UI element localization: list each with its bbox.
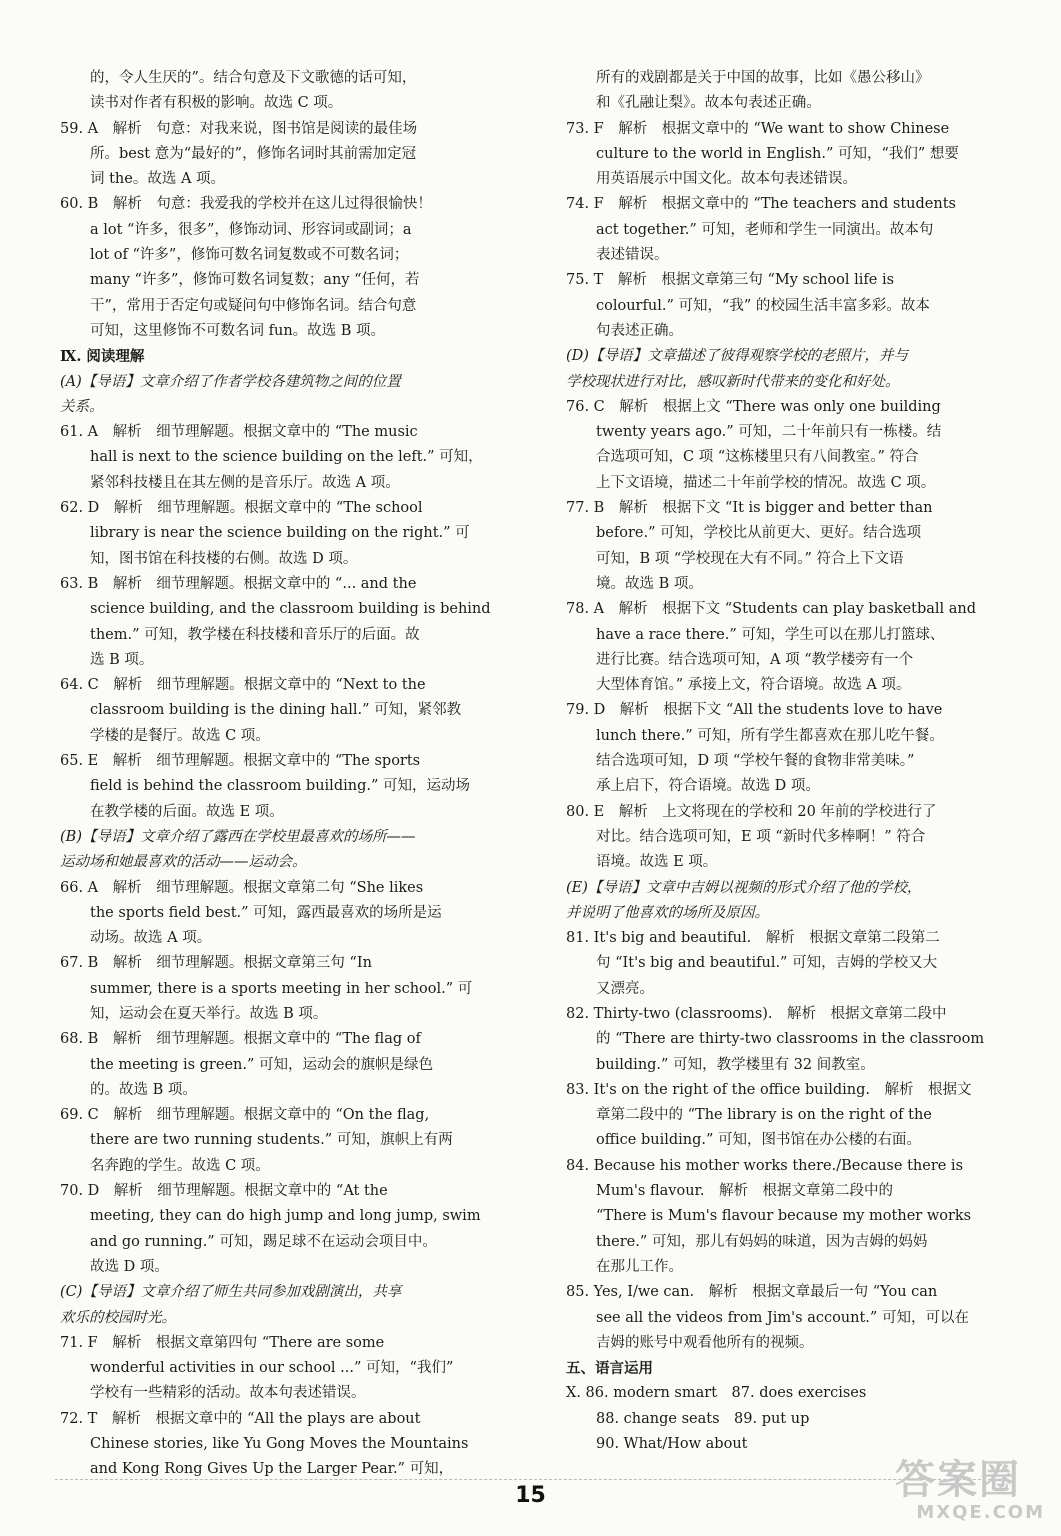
answer-line: 80. E 解析 上文将现在的学校和 20 年前的学校进行了 <box>566 803 937 820</box>
answer-line: see all the videos from Jim's account.” 可知，可以在 <box>596 1309 969 1326</box>
answer-line: 62. D 解析 细节理解题。根据文章中的 “The school <box>60 500 423 517</box>
answer-line: Chinese stories, like Yu Gong Moves the Mountains <box>90 1436 469 1453</box>
section-heading: Ⅸ. 阅读理解 <box>60 348 145 366</box>
answer-line: and Kong Rong Gives Up the Larger Pear.” 可知， <box>90 1461 454 1478</box>
watermark <box>895 1458 1045 1528</box>
answer-line: 81. It's big and beautiful. 解析 根据文章第二段第二 <box>566 930 940 947</box>
answer-line: 65. E 解析 细节理解题。根据文章中的 “The sports <box>60 753 421 770</box>
answer-line: 词 the。故选 A 项。 <box>90 171 226 188</box>
guide-line: (C)【导语】文章介绍了师生共同参加戏剧演出，共享 <box>60 1284 402 1301</box>
answer-line: before.” 可知，学校比从前更大、更好。结合选项 <box>596 525 922 542</box>
answer-line: 所。best 意为“最好的”，修饰名词时其前需加定冠 <box>90 145 417 162</box>
answer-line: classroom building is the dining hall.” 可知，紧邻教 <box>90 702 462 719</box>
answer-line: 的 “There are thirty-two classrooms in the classroom <box>596 1031 985 1048</box>
guide-line: (A)【导语】文章介绍了作者学校各建筑物之间的位置 <box>60 373 401 390</box>
answer-line: Ⅹ. 86. modern smart 87. does exercises <box>566 1385 867 1402</box>
answer-line: 63. B 解析 细节理解题。根据文章中的 “... and the <box>60 575 417 592</box>
answer-line: colourful.” 可知，“我” 的校园生活丰富多彩。故本 <box>596 297 930 314</box>
answer-line: 59. A 解析 句意：对我来说，图书馆是阅读的最佳场 <box>60 120 418 137</box>
answer-line: 动场。故选 A 项。 <box>90 930 212 947</box>
answer-line: 76. C 解析 根据上文 “There was only one building <box>566 398 941 415</box>
answer-line: 79. D 解析 根据下文 “All the students love to have <box>566 702 943 719</box>
answer-line: 在教学楼的后面。故选 E 项。 <box>90 803 284 820</box>
answer-line: 85. Yes, I/we can. 解析 根据文章最后一句 “You can <box>566 1284 938 1301</box>
right-column <box>566 66 998 1457</box>
guide-line: (E)【导语】文章中吉姆以视频的形式介绍了他的学校， <box>566 879 922 896</box>
answer-line: 70. D 解析 细节理解题。根据文章中的 “At the <box>60 1183 388 1200</box>
guide-line: 关系。 <box>60 398 104 415</box>
answer-line: 75. T 解析 根据文章第三句 “My school life is <box>566 272 895 289</box>
footer-divider <box>55 1479 1006 1481</box>
answer-line: wonderful activities in our school ...” 可知，“我们” <box>90 1360 454 1377</box>
answer-line: 的，令人生厌的”。结合句意及下文歌德的话可知， <box>90 70 417 86</box>
answer-line: 紧邻科技楼且在其左侧的是音乐厅。故选 A 项。 <box>90 474 400 491</box>
answer-line: 88. change seats 89. put up <box>596 1410 810 1427</box>
answer-line: 又漂亮。 <box>596 980 654 997</box>
answer-line: Mum's flavour. 解析 根据文章第二段中的 <box>596 1183 893 1200</box>
guide-line: (D)【导语】文章描述了彼得观察学校的老照片，并与 <box>566 348 908 365</box>
answer-line: 知，图书馆在科技楼的右侧。故选 D 项。 <box>90 550 358 567</box>
answer-line: 78. A 解析 根据下文 “Students can play basketball and <box>566 601 977 618</box>
answer-line: culture to the world in English.” 可知，“我们” 想要 <box>596 145 959 162</box>
answer-line: hall is next to the science building on the left.” 可知， <box>90 449 483 466</box>
answer-line: 故选 D 项。 <box>90 1258 169 1275</box>
guide-line: 欢乐的校园时光。 <box>60 1309 176 1326</box>
answer-line: there.” 可知，那儿有妈妈的味道，因为吉姆的妈妈 <box>596 1233 928 1250</box>
answer-line: 学校有一些精彩的活动。故本句表述错误。 <box>90 1385 366 1402</box>
answer-line: and go running.” 可知，踢足球不在运动会项目中。 <box>90 1233 437 1250</box>
answer-line: 在那儿工作。 <box>596 1258 683 1275</box>
answer-line: 用英语展示中国文化。故本句表述错误。 <box>596 171 857 188</box>
answer-line: building.” 可知，教学楼里有 32 间教室。 <box>596 1056 875 1073</box>
answer-line: 64. C 解析 细节理解题。根据文章中的 “Next to the <box>60 677 426 694</box>
answer-line: science building, and the classroom building is behind <box>90 601 491 618</box>
answer-line: 境。故选 B 项。 <box>596 575 703 592</box>
answer-line: 所有的戏剧都是关于中国的故事，比如《愚公移山》 <box>596 70 930 86</box>
answer-line: 68. B 解析 细节理解题。根据文章中的 “The flag of <box>60 1031 421 1048</box>
answer-line: 72. T 解析 根据文章中的 “All the plays are about <box>60 1410 421 1427</box>
watermark-logo: 答案圈 <box>895 1457 1021 1503</box>
answer-line: 名奔跑的学生。故选 C 项。 <box>90 1157 270 1174</box>
answer-line: 学楼的是餐厅。故选 C 项。 <box>90 727 270 744</box>
answer-line: 大型体育馆。” 承接上文，符合语境。故选 A 项。 <box>596 677 911 694</box>
section-heading: 五、语言运用 <box>566 1360 653 1378</box>
guide-line: (B)【导语】文章介绍了露西在学校里最喜欢的场所—— <box>60 828 416 845</box>
answer-line: 71. F 解析 根据文章第四句 “There are some <box>60 1334 385 1351</box>
answer-line: 和《孔融让梨》。故本句表述正确。 <box>596 95 821 112</box>
answer-line: 吉姆的账号中观看他所有的视频。 <box>596 1334 814 1351</box>
answer-line: field is behind the classroom building.” 可知，运动场 <box>90 778 470 795</box>
answer-line: 干”，常用于否定句或疑问句中修饰名词。结合句意 <box>90 297 417 314</box>
answer-line: 84. Because his mother works there./Because there is <box>566 1157 964 1174</box>
answer-line: 82. Thirty-two (classrooms). 解析 根据文章第二段中 <box>566 1005 947 1022</box>
answer-line: 73. F 解析 根据文章中的 “We want to show Chinese <box>566 120 950 137</box>
answer-line: 77. B 解析 根据下文 “It is bigger and better than <box>566 500 933 517</box>
answer-line: 69. C 解析 细节理解题。根据文章中的 “On the flag, <box>60 1107 430 1124</box>
guide-line: 学校现状进行对比，感叹新时代带来的变化和好处。 <box>566 373 900 390</box>
answer-line: office building.” 可知，图书馆在办公楼的右面。 <box>596 1132 922 1149</box>
answer-line: 上下文语境，描述二十年前学校的情况。故选 C 项。 <box>596 474 936 491</box>
answer-line: 句 “It's big and beautiful.” 可知，吉姆的学校又大 <box>596 955 938 972</box>
answer-line: 章第二段中的 “The library is on the right of the <box>596 1107 932 1124</box>
answer-line: 可知，B 项 “学校现在大有不同。” 符合上下文语 <box>596 550 904 567</box>
answer-line: 90. What/How about <box>596 1436 748 1453</box>
answer-line: the meeting is green.” 可知，运动会的旗帜是绿色 <box>90 1056 433 1073</box>
answer-line: 83. It's on the right of the office building. 解析 根据文 <box>566 1081 972 1098</box>
answer-line: 表述错误。 <box>596 247 669 264</box>
guide-line: 并说明了他喜欢的场所及原因。 <box>566 904 769 921</box>
answer-line: 61. A 解析 细节理解题。根据文章中的 “The music <box>60 424 418 441</box>
answer-line: 60. B 解析 句意：我爱我的学校并在这儿过得很愉快！ <box>60 196 432 213</box>
answer-line: act together.” 可知，老师和学生一同演出。故本句 <box>596 221 934 238</box>
answer-line: have a race there.” 可知，学生可以在那儿打篮球、 <box>596 626 945 643</box>
answer-line: many “许多”，修饰可数名词复数；any “任何，若 <box>90 272 420 289</box>
answer-line: 语境。故选 E 项。 <box>596 854 718 871</box>
answer-line: 选 B 项。 <box>90 651 154 668</box>
guide-line: 运动场和她最喜欢的活动——运动会。 <box>60 854 307 871</box>
answer-line: 进行比赛。结合选项可知，A 项 “教学楼旁有一个 <box>596 651 914 668</box>
answer-line: 可知，这里修饰不可数名词 fun。故选 B 项。 <box>90 322 386 339</box>
answer-line: library is near the science building on the right.” 可 <box>90 525 470 542</box>
answer-line: 合选项可知，C 项 “这栋楼里只有八间教室。” 符合 <box>596 449 919 466</box>
answer-line: 知，运动会在夏天举行。故选 B 项。 <box>90 1005 328 1022</box>
answer-line: a lot “许多，很多”，修饰动词、形容词或副词；a <box>90 221 412 238</box>
answer-line: 结合选项可知，D 项 “学校午餐的食物非常美味。” <box>596 753 915 770</box>
left-column <box>60 66 492 1483</box>
answer-line: lot of “许多”，修饰可数名词复数或不可数名词； <box>90 247 409 264</box>
answer-line: 承上启下，符合语境。故选 D 项。 <box>596 778 820 795</box>
answer-line: summer, there is a sports meeting in her school.” 可 <box>90 980 473 997</box>
answer-line: 66. A 解析 细节理解题。根据文章第二句 “She likes <box>60 879 424 896</box>
page-number: 15 <box>515 1483 546 1508</box>
answer-line: the sports field best.” 可知，露西最喜欢的场所是运 <box>90 904 442 921</box>
answer-line: twenty years ago.” 可知，二十年前只有一栋楼。结 <box>596 424 942 441</box>
answer-line: 读书对作者有积极的影响。故选 C 项。 <box>90 95 343 112</box>
answer-line: 的。故选 B 项。 <box>90 1081 197 1098</box>
answer-line: 74. F 解析 根据文章中的 “The teachers and students <box>566 196 956 213</box>
answer-line: 67. B 解析 细节理解题。根据文章第三句 “In <box>60 955 372 972</box>
answer-line: 句表述正确。 <box>596 322 683 339</box>
answer-line: there are two running students.” 可知，旗帜上有两 <box>90 1132 453 1149</box>
answer-line: “There is Mum's flavour because my mother works <box>596 1208 972 1225</box>
answer-line: 对比。结合选项可知，E 项 “新时代多棒啊！” 符合 <box>596 828 926 845</box>
answer-line: meeting, they can do high jump and long jump, swim <box>90 1208 481 1225</box>
answer-line: lunch there.” 可知，所有学生都喜欢在那儿吃午餐。 <box>596 727 944 744</box>
answer-line: them.” 可知，教学楼在科技楼和音乐厅的后面。故 <box>90 626 420 643</box>
watermark-url: MXQE.COM <box>916 1502 1045 1523</box>
